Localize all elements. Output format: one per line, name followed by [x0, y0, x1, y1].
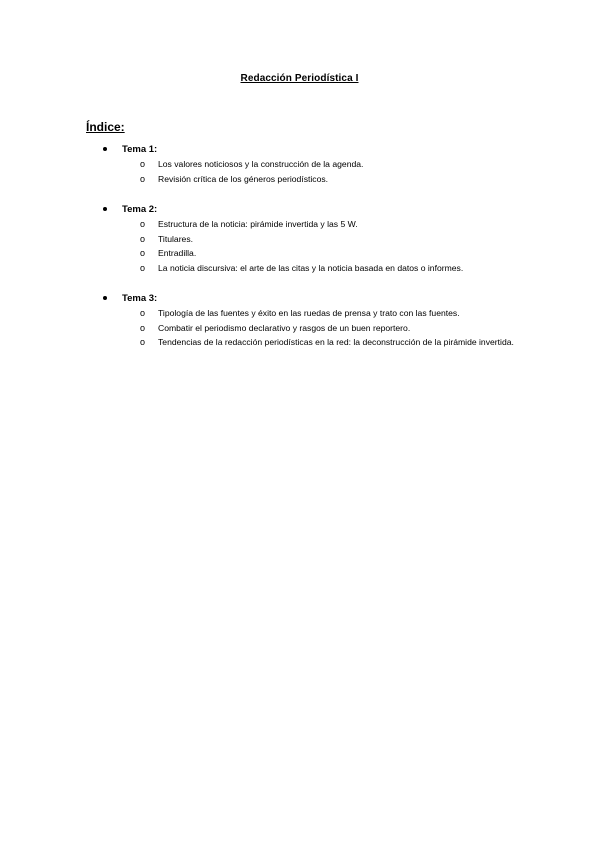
- subtopic-text: Tendencias de la redacción periodísticas en la red: la deconstrucción de la pirámide invertida.: [158, 337, 514, 348]
- topic-header: [0, 203, 599, 217]
- subtopic-text: Combatir el periodismo declarativo y rasgos de un buen reportero.: [158, 322, 411, 333]
- subtopic-text: Tipología de las fuentes y éxito en las ruedas de prensa y trato con las fuentes.: [158, 308, 460, 318]
- list-item: [0, 172, 599, 187]
- circle-bullet-icon: o: [140, 322, 146, 333]
- subtopic-text: La noticia discursiva: el arte de las citas y la noticia basada en datos o informes.: [158, 262, 464, 273]
- subtopic-list: [0, 306, 599, 364]
- subtopic-text: Estructura de la noticia: pirámide invertida y las 5 W.: [158, 219, 358, 229]
- circle-bullet-icon: o: [140, 173, 146, 184]
- circle-bullet-icon: o: [140, 308, 146, 318]
- subtopic-list: [0, 157, 599, 186]
- circle-bullet-icon: o: [140, 262, 146, 273]
- bullet-icon: [103, 207, 107, 211]
- document-title: Redacción Periodística I: [240, 73, 359, 84]
- topic-label: Tema 1:: [122, 144, 158, 155]
- subtopic-text: Revisión crítica de los géneros periodísticos.: [158, 173, 329, 184]
- bullet-icon: [103, 296, 107, 300]
- list-item: [0, 217, 599, 232]
- list-item: [0, 321, 599, 336]
- subtopic-list: [0, 217, 599, 275]
- circle-bullet-icon: o: [140, 233, 146, 244]
- index-heading: Índice:: [86, 120, 125, 134]
- circle-bullet-icon: o: [140, 337, 146, 348]
- topic-header: [0, 143, 599, 157]
- circle-bullet-icon: o: [140, 219, 146, 229]
- list-item: [0, 232, 599, 247]
- list-item: [0, 335, 599, 364]
- subtopic-text: Los valores noticiosos y la construcción de la agenda.: [158, 159, 364, 169]
- circle-bullet-icon: o: [140, 159, 146, 169]
- subtopic-text: Titulares.: [158, 233, 194, 244]
- bullet-icon: [103, 147, 107, 151]
- list-item: [0, 261, 599, 276]
- list-item: [0, 157, 599, 172]
- topic-label: Tema 3:: [122, 293, 158, 304]
- list-item: [0, 246, 599, 261]
- list-item: [0, 306, 599, 321]
- subtopic-text: Entradilla.: [158, 248, 197, 259]
- circle-bullet-icon: o: [140, 248, 146, 259]
- topic-label: Tema 2:: [122, 204, 158, 215]
- topic-header: [0, 292, 599, 306]
